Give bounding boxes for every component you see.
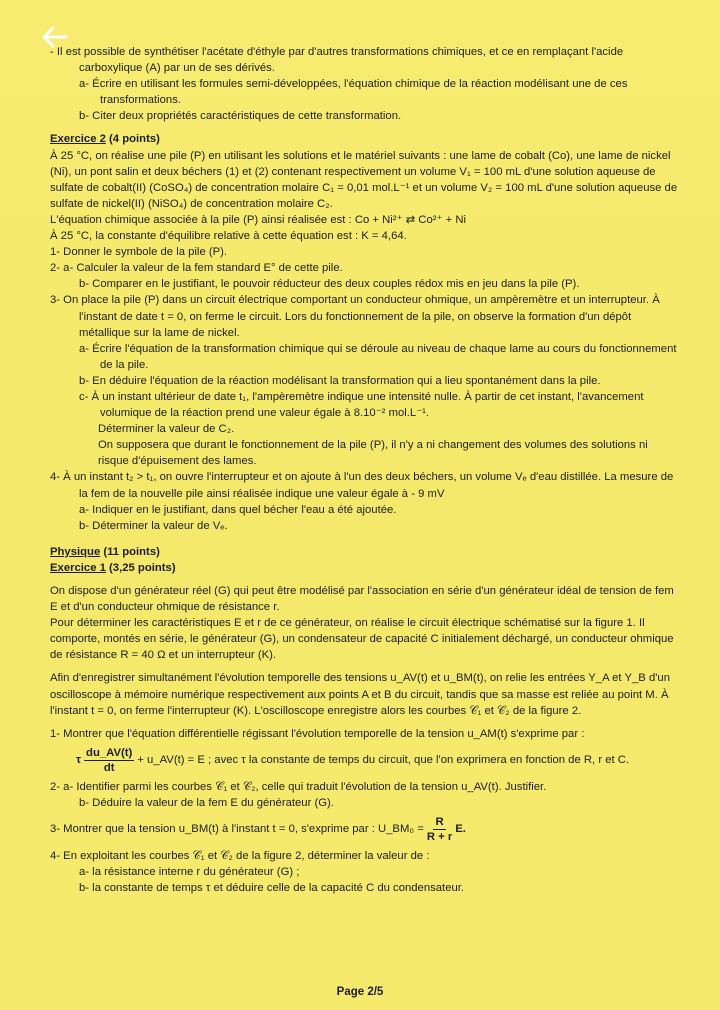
phys-question-2a: 2- a- Identifier parmi les courbes 𝒞₁ et 𝒞₂, celle qui traduit l'évolution de la tension u_AV(t). Justifier. xyxy=(50,780,547,793)
eq-denominator: dt xyxy=(103,761,115,774)
physics-points: (11 points) xyxy=(100,545,160,558)
physics-intro-1: On dispose d'un générateur réel (G) qui peut être modélisé par l'association en série d'un générateur idéal de tension de fem E et d'un conducteur ohmique de résistance r. xyxy=(50,585,674,614)
differential-equation xyxy=(50,746,680,775)
eq-tau: τ xyxy=(76,754,82,767)
q3-numerator: R xyxy=(435,816,444,829)
exercise-2-title: Exercice 2 xyxy=(50,133,106,146)
ex2-question-4: 4- À un instant t₂ > t₁, on ouvre l'interrupteur et on ajoute à l'un des deux béchers, un volume Vₑ d'eau distillée. La mesure de la fem de la nouvelle pile ainsi réalisée indique une valeur égale à - 9 mV xyxy=(50,471,674,500)
eq-numerator: du_AV(t) xyxy=(86,746,133,759)
question-5: - Il est possible de synthétiser l'acétate d'éthyle par d'autres transformations chimiques, et ce en remplaçant l'acide carboxylique (A) par un de ses dérivés. xyxy=(50,46,624,75)
q3-fraction xyxy=(427,815,452,844)
ex2-question-4b: b- Déterminer la valeur de Vₑ. xyxy=(79,519,228,532)
physics-heading xyxy=(50,544,680,560)
physics-title: Physique xyxy=(50,545,101,558)
ex2-question-3c: c- À un instant ultérieur de date t₁, l'ampèremètre indique une intensité nulle. À partir de cet instant, l'avancement volumique de la réaction prend une valeur égale à 8.10⁻² mol.L⁻¹. xyxy=(79,390,644,420)
exercise-2-heading xyxy=(50,131,680,147)
page-number: Page 2/5 xyxy=(336,986,384,998)
exercise-2-intro: À 25 °C, on réalise une pile (P) en utilisant les solutions et le matériel suivants : une lame de cobalt (Co), une lame de nickel (Ni), un pont salin et deux béchers (1) et (2) contenant respectivement un volume V₁ = 100 mL d'une solution aqueuse de sulfate de cobalt(II) (CoSO₄) de concentration molaire C₁ = 0,01 mol.L⁻¹ et un volume V₂ = 100 mL d'une solution aqueuse de sulfate de nickel(II) (NiSO₄) de concentration molaire C₂. xyxy=(50,149,678,210)
eq-rest: + u_AV(t) = E ; avec τ la constante de temps du circuit, que l'on exprimera en fonction de R, r et C. xyxy=(137,754,630,767)
ex2-question-2b: b- Comparer en le justifiant, le pouvoir réducteur des deux couples rédox mis en jeu dans la pile (P). xyxy=(79,278,580,291)
eq-fraction xyxy=(84,746,134,775)
phys-question-2b: b- Déduire la valeur de la fem E du générateur (G). xyxy=(79,796,334,809)
phys-question-3 xyxy=(50,815,680,844)
ex2-question-3a: a- Écrire l'équation de la transformation chimique qui se déroule au niveau de chaque lame au cours du fonctionnement de la pile. xyxy=(79,342,677,371)
phys-question-1: 1- Montrer que l'équation différentielle régissant l'évolution temporelle de la tension u_AM(t) s'exprime par : xyxy=(50,727,585,740)
question-5b: b- Citer deux propriétés caractéristiques de cette transformation. xyxy=(79,110,402,123)
physics-ex1-heading xyxy=(50,560,680,576)
ex2-question-3c-note: On supposera que durant le fonctionnement de la pile (P), il n'y a ni changement des volumes des solutions ni risque d'épuisement des lames. xyxy=(98,439,648,468)
exercise-2-points: (4 points) xyxy=(105,133,160,146)
question-5a: a- Écrire en utilisant les formules semi-développées, l'équation chimique de la réaction modélisant une de ces transformations. xyxy=(79,78,628,107)
q3-end: E. xyxy=(455,823,466,836)
exercise-2-equation: L'équation chimique associée à la pile (P) ainsi réalisée est : Co + Ni²⁺ ⇄ Co²⁺ + Ni xyxy=(50,213,466,226)
q3-lead: 3- Montrer que la tension u_BM(t) à l'instant t = 0, s'exprime par : U_BM₀ = xyxy=(50,823,424,836)
physics-intro-3: Afin d'enregistrer simultanément l'évolution temporelle des tensions u_AV(t) et u_BM(t), on relie les entrées Y_A et Y_B d'un oscilloscope à mémoire numérique respectivement aux points A et B du circuit, tandis que sa masse est reliée au point M. À l'instant t = 0, on ferme l'interrupteur (K). L'oscilloscope enregistre alors les courbes 𝒞₁ et 𝒞₂ de la figure 2. xyxy=(50,672,670,717)
ex2-question-1: 1- Donner le symbole de la pile (P). xyxy=(50,246,228,259)
physics-ex1-title: Exercice 1 xyxy=(50,561,106,574)
ex2-question-3b: b- En déduire l'équation de la réaction modélisant la transformation qui a lieu spontanément dans la pile. xyxy=(79,374,601,387)
q3-denominator: R + r xyxy=(426,831,453,844)
ex2-question-3: 3- On place la pile (P) dans un circuit électrique comportant un conducteur ohmique, un ampèremètre et un interrupteur. À l'instant de date t = 0, on ferme le circuit. Lors du fonctionnement de la pile, on observe la formation d'un dépôt métallique sur la lame de nickel. xyxy=(50,294,660,339)
ex2-question-3c-ask: Déterminer la valeur de C₂. xyxy=(98,423,235,436)
ex2-question-2a: 2- a- Calculer la valeur de la fem standard E° de cette pile. xyxy=(50,262,343,275)
physics-intro-2: Pour déterminer les caractéristiques E et r de ce générateur, on réalise le circuit électrique schématisé sur la figure 1. Il comporte, montés en série, le générateur (G), un condensateur de capacité C initialement déchargé, un conducteur ohmique de résistance R = 40 Ω et un interrupteur (K). xyxy=(50,617,674,662)
phys-question-4: 4- En exploitant les courbes 𝒞₁ et 𝒞₂ de la figure 2, déterminer la valeur de : xyxy=(50,850,430,863)
physics-ex1-points: (3,25 points) xyxy=(105,561,176,574)
document-body xyxy=(50,44,680,896)
phys-question-4a: a- la résistance interne r du générateur (G) ; xyxy=(79,866,300,879)
ex2-question-4a: a- Indiquer en le justifiant, dans quel bécher l'eau a été ajoutée. xyxy=(79,503,397,516)
exercise-2-constant: À 25 °C, la constante d'équilibre relative à cette équation est : K = 4,64. xyxy=(50,230,407,243)
phys-question-4b: b- la constante de temps τ et déduire celle de la capacité C du condensateur. xyxy=(79,882,465,895)
